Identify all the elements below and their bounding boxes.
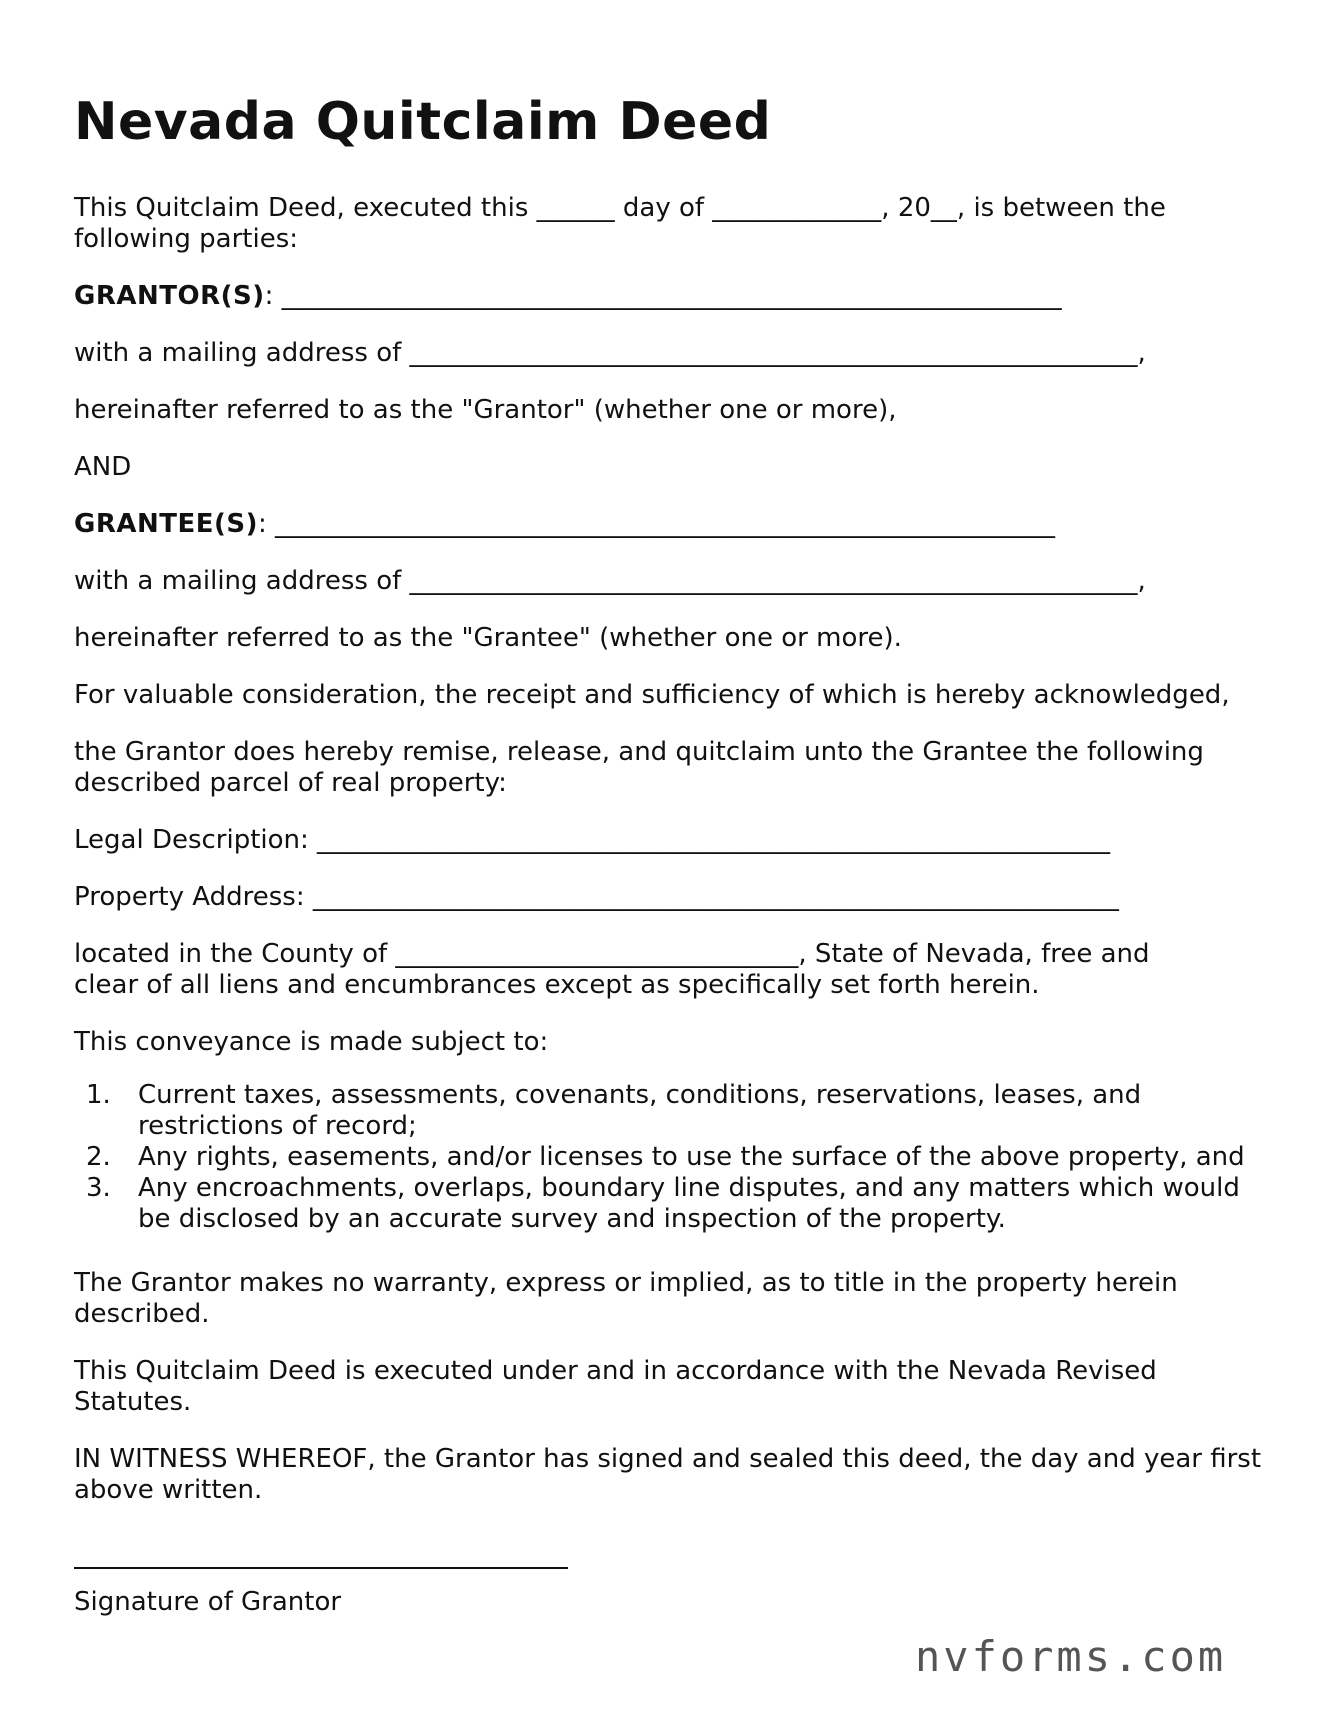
county-line-1[interactable]: located in the County of _______________________________, State of Nevada, free and [74, 939, 1150, 969]
grantor-name-blank[interactable]: : ____________________________________________________________ [264, 281, 1062, 311]
intro-line-1: This Quitclaim Deed, executed this ______ day of _____________, 20__, is between the [74, 193, 1166, 223]
legal-description-field[interactable]: Legal Description: _____________________________________________________________ [74, 825, 1111, 855]
consideration-line: For valuable consideration, the receipt and sufficiency of which is hereby acknowledged, [74, 680, 1230, 710]
grantor-line [74, 281, 1062, 312]
list-item-text: Any rights, easements, and/or licenses to use the surface of the above property, and [138, 1142, 1245, 1172]
list-item-text: Any encroachments, overlaps, boundary line disputes, and any matters which would [138, 1173, 1240, 1203]
statutes-line-2: Statutes. [74, 1387, 192, 1417]
list-item [74, 1080, 1245, 1142]
grantee-name-blank[interactable]: : ____________________________________________________________ [258, 509, 1056, 539]
and-separator: AND [74, 452, 132, 482]
list-item-number: 1. [86, 1080, 111, 1110]
warranty-line-2: described. [74, 1299, 210, 1329]
intro-line-2: following parties: [74, 224, 298, 254]
grantee-referred-line: hereinafter referred to as the "Grantee" (whether one or more). [74, 623, 902, 653]
grantor-address-line[interactable]: with a mailing address of ________________________________________________________, [74, 338, 1146, 368]
signature-label: Signature of Grantor [74, 1587, 342, 1617]
remise-line-2: described parcel of real property: [74, 768, 507, 798]
list-item-number: 3. [86, 1173, 111, 1203]
signature-line[interactable] [74, 1567, 568, 1569]
list-item [74, 1173, 1245, 1235]
list-item-text: restrictions of record; [138, 1111, 417, 1141]
grantee-label: GRANTEE(S) [74, 509, 258, 539]
grantor-referred-line: hereinafter referred to as the "Grantor" (whether one or more), [74, 395, 897, 425]
document-title: Nevada Quitclaim Deed [74, 92, 772, 152]
list-item [74, 1142, 1245, 1173]
list-item-text: Current taxes, assessments, covenants, conditions, reservations, leases, and [138, 1080, 1142, 1110]
witness-line-1: IN WITNESS WHEREOF, the Grantor has signed and sealed this deed, the day and year first [74, 1444, 1262, 1474]
subject-intro: This conveyance is made subject to: [74, 1027, 549, 1057]
statutes-line-1: This Quitclaim Deed is executed under and in accordance with the Nevada Revised [74, 1356, 1157, 1386]
grantee-address-line[interactable]: with a mailing address of ________________________________________________________, [74, 566, 1146, 596]
remise-line-1: the Grantor does hereby remise, release, and quitclaim unto the Grantee the following [74, 737, 1204, 767]
grantee-line [74, 509, 1055, 540]
list-item-text: be disclosed by an accurate survey and inspection of the property. [138, 1204, 1006, 1234]
conditions-list [74, 1080, 1245, 1235]
grantor-label: GRANTOR(S) [74, 281, 265, 311]
list-item-number: 2. [86, 1142, 111, 1172]
watermark: nvforms.com [915, 1632, 1227, 1681]
property-address-field[interactable]: Property Address: ______________________________________________________________ [74, 882, 1119, 912]
county-line-2: clear of all liens and encumbrances except as specifically set forth herein. [74, 970, 1040, 1000]
warranty-line-1: The Grantor makes no warranty, express or implied, as to title in the property herein [74, 1268, 1178, 1298]
witness-line-2: above written. [74, 1475, 263, 1505]
